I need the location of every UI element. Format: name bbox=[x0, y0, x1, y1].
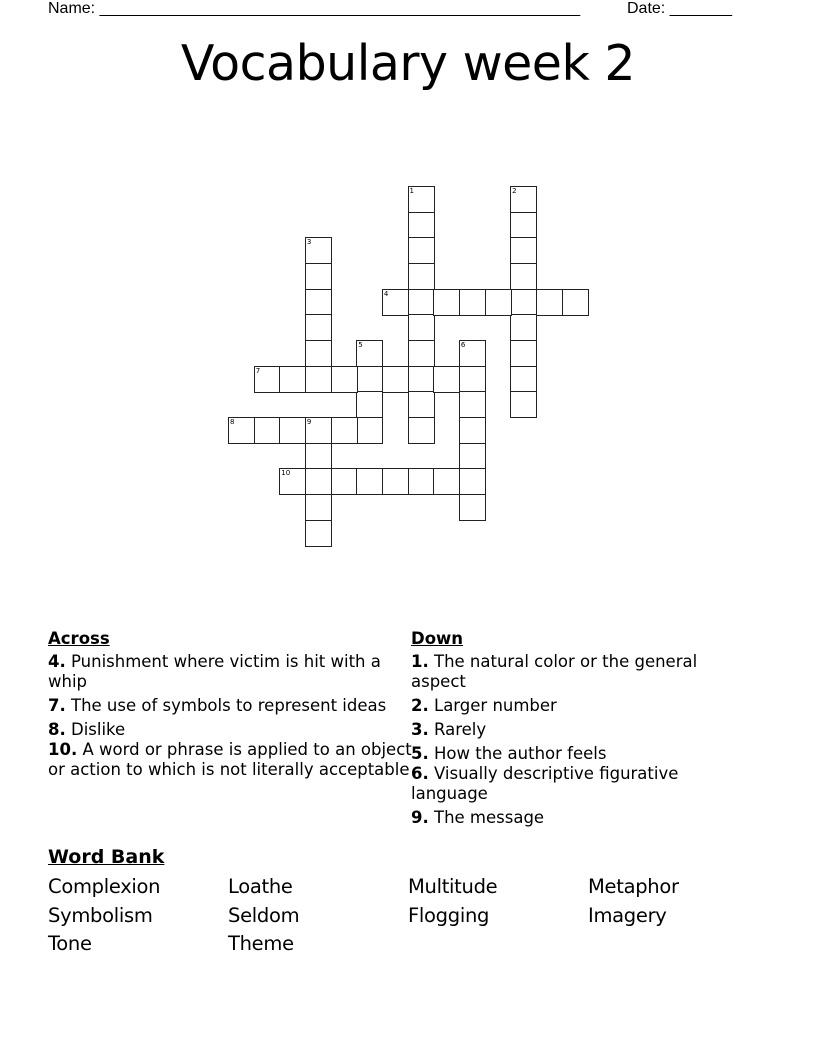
clue-down-6 bbox=[411, 764, 741, 804]
word-bank-item: Tone bbox=[48, 932, 92, 955]
grid-cell[interactable] bbox=[408, 212, 435, 239]
grid-cell[interactable] bbox=[459, 494, 486, 521]
grid-cell[interactable] bbox=[510, 289, 537, 316]
clue-number-label: 5 bbox=[358, 340, 363, 349]
page-title: Vocabulary week 2 bbox=[180, 35, 636, 92]
grid-cell[interactable] bbox=[510, 263, 537, 290]
clue-down-3 bbox=[411, 720, 741, 740]
grid-cell[interactable] bbox=[305, 468, 332, 495]
down-clues bbox=[411, 629, 741, 832]
grid-cell[interactable] bbox=[279, 417, 306, 444]
clue-number-label: 6 bbox=[460, 340, 466, 349]
grid-cell[interactable] bbox=[408, 237, 435, 264]
grid-cell[interactable] bbox=[459, 468, 486, 495]
grid-cell[interactable] bbox=[510, 186, 537, 213]
clue-text: Punishment where victim is hit with a whip bbox=[48, 652, 381, 691]
clue-text: How the author feels bbox=[428, 744, 607, 763]
grid-cell[interactable] bbox=[408, 391, 435, 418]
grid-cell[interactable] bbox=[459, 417, 486, 444]
clue-text: The use of symbols to represent ideas bbox=[65, 696, 387, 715]
clue-number: 9. bbox=[411, 808, 429, 827]
grid-cell[interactable] bbox=[356, 417, 383, 444]
clue-text: Dislike bbox=[65, 720, 126, 739]
clue-number-label: 8 bbox=[230, 417, 235, 426]
clue-across-10 bbox=[48, 740, 413, 780]
clue-text: The message bbox=[428, 808, 545, 827]
grid-cell[interactable] bbox=[408, 186, 435, 213]
grid-cell[interactable] bbox=[356, 391, 383, 418]
grid-cell[interactable] bbox=[562, 289, 589, 316]
grid-cell[interactable] bbox=[459, 443, 486, 470]
grid-cell[interactable] bbox=[356, 468, 383, 495]
grid-cell[interactable] bbox=[305, 494, 332, 521]
name-field: Name: ______________________________________________________ bbox=[48, 0, 581, 17]
date-field: Date: _______ bbox=[627, 0, 732, 17]
down-heading: Down bbox=[411, 629, 464, 648]
clue-number-label: 2 bbox=[512, 187, 517, 195]
grid-cell[interactable] bbox=[305, 443, 332, 470]
grid-cell[interactable] bbox=[408, 314, 435, 341]
grid-cell[interactable] bbox=[356, 366, 383, 393]
clue-number-label: 9 bbox=[306, 417, 312, 426]
grid-cell[interactable] bbox=[305, 263, 332, 290]
grid-cell[interactable] bbox=[510, 340, 537, 367]
word-bank-item: Loathe bbox=[228, 875, 293, 898]
grid-cell[interactable] bbox=[459, 289, 486, 316]
clue-number: 4. bbox=[48, 652, 66, 671]
clue-number-label: 3 bbox=[306, 238, 312, 247]
grid-cell[interactable] bbox=[279, 468, 306, 495]
grid-cell[interactable] bbox=[305, 520, 332, 547]
grid-cell[interactable] bbox=[382, 366, 409, 393]
word-bank-item: Complexion bbox=[48, 875, 161, 898]
grid-cell[interactable] bbox=[459, 366, 486, 393]
word-bank-item: Theme bbox=[228, 932, 294, 955]
word-bank bbox=[48, 873, 768, 959]
clue-text: Larger number bbox=[428, 696, 557, 715]
grid-cell[interactable] bbox=[254, 417, 281, 444]
clue-number: 3. bbox=[411, 720, 429, 739]
grid-cell[interactable] bbox=[305, 314, 332, 341]
grid-cell[interactable] bbox=[331, 417, 358, 444]
grid-cell[interactable] bbox=[485, 289, 512, 316]
grid-cell[interactable] bbox=[408, 340, 435, 367]
clue-number: 1. bbox=[411, 652, 429, 671]
grid-cell[interactable] bbox=[408, 289, 435, 316]
grid-cell[interactable] bbox=[382, 289, 409, 316]
word-bank-item: Multitude bbox=[408, 875, 498, 898]
grid-cell[interactable] bbox=[433, 289, 460, 316]
clue-number-label: 1 bbox=[409, 187, 414, 195]
clue-down-9 bbox=[411, 808, 741, 828]
clue-down-1 bbox=[411, 652, 741, 692]
grid-cell[interactable] bbox=[305, 417, 332, 444]
grid-cell[interactable] bbox=[408, 468, 435, 495]
grid-cell[interactable] bbox=[331, 366, 358, 393]
grid-cell[interactable] bbox=[279, 366, 306, 393]
clue-number: 6. bbox=[411, 764, 429, 783]
clue-down-2 bbox=[411, 696, 741, 716]
grid-cell[interactable] bbox=[408, 366, 435, 393]
grid-cell[interactable] bbox=[305, 289, 332, 316]
grid-cell[interactable] bbox=[433, 366, 460, 393]
grid-cell[interactable] bbox=[433, 468, 460, 495]
grid-cell[interactable] bbox=[254, 366, 281, 393]
clue-number: 5. bbox=[411, 744, 429, 763]
clue-text: A word or phrase is applied to an object or action to which is not literally acceptable bbox=[48, 740, 412, 779]
clue-number: 7. bbox=[48, 696, 66, 715]
grid-cell[interactable] bbox=[305, 340, 332, 367]
clue-number: 8. bbox=[48, 720, 66, 739]
grid-cell[interactable] bbox=[228, 417, 255, 444]
word-bank-item: Seldom bbox=[228, 903, 300, 927]
clue-number-label: 10 bbox=[281, 469, 291, 478]
grid-cell[interactable] bbox=[408, 263, 435, 290]
grid-cell[interactable] bbox=[510, 314, 537, 341]
across-clues bbox=[48, 629, 413, 784]
clue-text: Rarely bbox=[428, 720, 487, 739]
clue-across-7 bbox=[48, 696, 413, 716]
grid-cell[interactable] bbox=[305, 366, 332, 393]
grid-cell[interactable] bbox=[510, 391, 537, 418]
word-bank-heading: Word Bank bbox=[48, 846, 165, 868]
grid-cell[interactable] bbox=[510, 212, 537, 239]
grid-cell[interactable] bbox=[331, 468, 358, 495]
grid-cell[interactable] bbox=[459, 340, 486, 367]
clue-across-8 bbox=[48, 720, 413, 740]
clue-number-label: 7 bbox=[255, 366, 261, 375]
grid-cell[interactable] bbox=[510, 366, 537, 393]
clue-text: The natural color or the general aspect bbox=[411, 652, 698, 691]
clue-across-4 bbox=[48, 652, 413, 692]
clue-number: 10. bbox=[48, 740, 78, 759]
clue-number: 2. bbox=[411, 696, 429, 715]
word-bank-item: Symbolism bbox=[48, 903, 153, 927]
across-heading: Across bbox=[48, 629, 110, 648]
grid-cell[interactable] bbox=[510, 237, 537, 264]
clue-number-label: 4 bbox=[383, 289, 389, 298]
grid-cell[interactable] bbox=[305, 237, 332, 264]
word-bank-item: Metaphor bbox=[588, 875, 679, 898]
grid-cell[interactable] bbox=[382, 468, 409, 495]
grid-cell[interactable] bbox=[536, 289, 563, 316]
word-bank-item: Flogging bbox=[408, 903, 490, 927]
grid-cell[interactable] bbox=[408, 417, 435, 444]
grid-cell[interactable] bbox=[356, 340, 383, 367]
word-bank-item: Imagery bbox=[588, 903, 667, 927]
clue-text: Visually descriptive figurative language bbox=[411, 764, 679, 803]
grid-cell[interactable] bbox=[459, 391, 486, 418]
clue-down-5 bbox=[411, 744, 741, 764]
